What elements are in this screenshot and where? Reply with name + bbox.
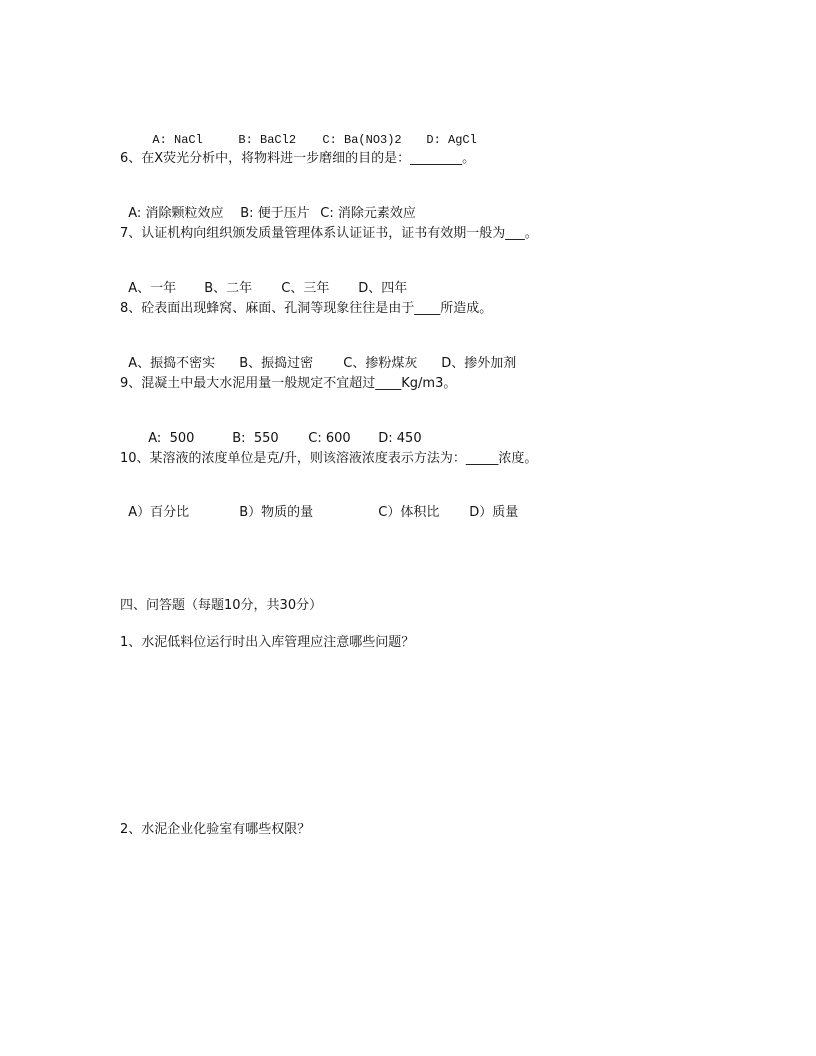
q10-option-a: A）百分比 <box>128 505 190 520</box>
q7-option-d: D、四年 <box>358 281 408 296</box>
q6-option-b: B: 便于压片 <box>240 206 310 221</box>
q9-option-c: C: 600 <box>308 431 351 446</box>
q9-stem: 9、混凝土中最大水泥用量一般规定不宜超过____Kg/m3。 <box>120 376 457 391</box>
q8-option-a: A、振捣不密实 <box>128 356 216 371</box>
q7-option-b: B、二年 <box>204 281 253 296</box>
q5-option-a: A: NaCl <box>152 133 203 147</box>
q6-options <box>120 187 416 223</box>
q5-option-c: C: Ba(NO3)2 <box>322 133 402 147</box>
q8-options <box>120 337 516 373</box>
q6-option-a: A: 消除颗粒效应 <box>128 206 224 221</box>
q10-option-c: C）体积比 <box>378 505 440 520</box>
q9-option-a: A: 500 <box>148 431 195 446</box>
q7-options <box>120 262 407 298</box>
q9-options <box>140 412 422 448</box>
q10-option-b: B）物质的量 <box>239 505 314 520</box>
q8-stem: 8、砼表面出现蜂窝、麻面、孔洞等现象往往是由于____所造成。 <box>120 301 493 316</box>
q7-stem: 7、认证机构向组织颁发质量管理体系认证证书，证书有效期一般为___。 <box>120 226 538 241</box>
q9-option-d: D: 450 <box>378 431 422 446</box>
q10-option-d: D）质量 <box>469 505 519 520</box>
essay-question-1: 1、水泥低料位运行时出入库管理应注意哪些问题？ <box>120 635 415 650</box>
q5-options <box>138 113 477 149</box>
section-heading: 四、问答题（每题10分，共30分） <box>120 598 323 613</box>
q9-option-b: B: 550 <box>232 431 279 446</box>
q7-option-a: A、一年 <box>128 281 177 296</box>
q6-option-c: C: 消除元素效应 <box>320 206 416 221</box>
q6-stem: 6、在X荧光分析中，将物料进一步磨细的目的是：________。 <box>120 151 476 166</box>
essay-question-2: 2、水泥企业化验室有哪些权限？ <box>120 822 311 837</box>
q8-option-d: D、掺外加剂 <box>441 356 517 371</box>
q10-stem: 10、某溶液的浓度单位是克/升，则该溶液浓度表示方法为：_____浓度。 <box>120 451 538 466</box>
q8-option-c: C、掺粉煤灰 <box>343 356 418 371</box>
q5-option-b: B: BaCl2 <box>238 133 297 147</box>
q8-option-b: B、振捣过密 <box>239 356 314 371</box>
q10-options <box>120 486 518 522</box>
q7-option-c: C、三年 <box>281 281 330 296</box>
q5-option-d: D: AgCl <box>426 133 477 147</box>
